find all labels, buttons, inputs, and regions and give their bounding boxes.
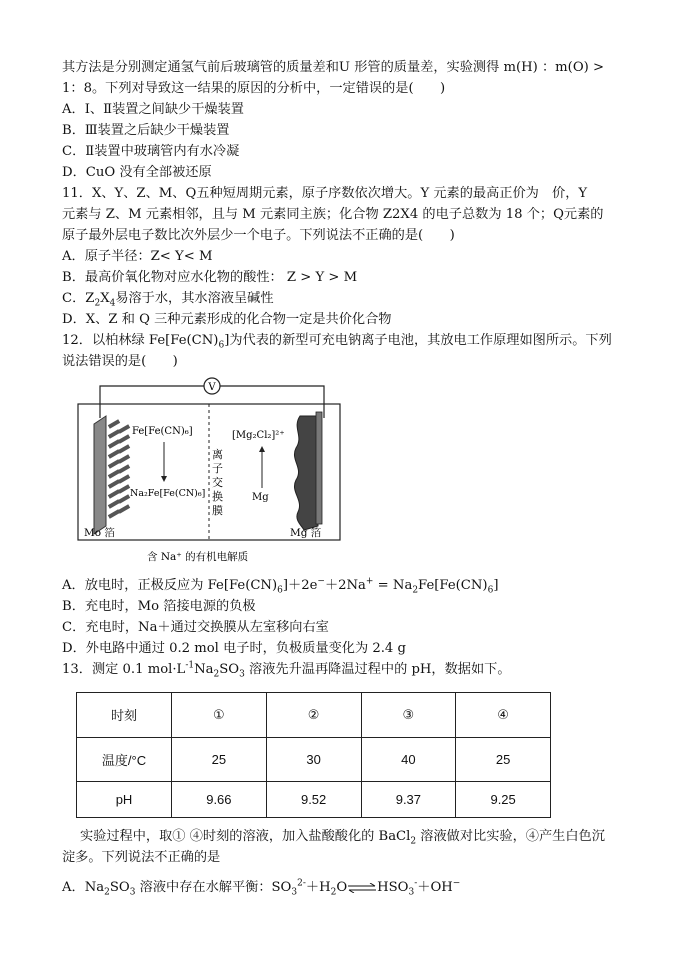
q11-option-d: D．X、Z 和 Q 三种元素形成的化合物一定是共价化合物 [62, 312, 392, 327]
table-row-label: pH [77, 782, 172, 818]
q12-option-c: C．充电时，Na＋通过交换膜从左室移向右室 [62, 620, 329, 635]
voltmeter-label: V [208, 382, 216, 393]
battery-diagram [72, 376, 342, 568]
question-11-line-1: 11．X、Y、Z、M、Q五种短周期元素，原子序数依次增大。Y 元素的最高正价为 价，Y [62, 186, 588, 201]
table-cell: 9.52 [266, 782, 361, 818]
q11-option-b: B．最高价氧化物对应水化物的酸性： Z > Y > M [62, 270, 358, 285]
mo-foil-label: Mo 箔 [84, 527, 115, 539]
table-row-label: 温度/°C [77, 737, 172, 782]
svg-text:子: 子 [212, 462, 223, 475]
svg-text:交: 交 [212, 476, 223, 489]
question-12-line-2: 说法错误的是( ) [62, 354, 178, 369]
q11-option-a: A．原子半径：Z< Y< M [62, 249, 213, 264]
q12-option-b: B．充电时，Mo 箔接电源的负极 [62, 599, 256, 614]
text-line-2: 1：8。下列对导致这一结果的原因的分析中，一定错误的是( ) [62, 81, 446, 96]
experiment-line-1: 实验过程中，取① ④时刻的溶液，加入盐酸酸化的 BaCl$_2$ 溶液做对比实验，④产生白色沉 [80, 829, 605, 847]
svg-text:离: 离 [212, 448, 223, 461]
mg-label: Mg [252, 492, 269, 503]
mo-foil-electrode [94, 416, 106, 534]
q13-option-a: A．$Na_2SO_3$ 溶液中存在水解平衡：$SO_3^{2-}+H_2O$ $HSO_3^-+OH^-$ [62, 878, 461, 898]
experiment-line-2: 淀多。下列说法不正确的是 [62, 850, 221, 865]
table-cell: 40 [361, 737, 456, 782]
table-row [77, 782, 551, 818]
option-c: C．Ⅱ装置中玻璃管内有水冷凝 [62, 144, 240, 159]
question-13-line-1: 13．测定 0.1 $mol\cdot L^{-1}Na_2SO_3$ 溶液先升温再降温过程中的 pH，数据如下。 [62, 660, 511, 680]
text-line-1: 其方法是分别测定通氢气前后玻璃管的质量差和U 形管的质量差，实验测得 m(H) ：m(O) > [62, 60, 605, 75]
svg-text:换: 换 [212, 490, 223, 503]
table-cell: 30 [266, 737, 361, 782]
prussian-green-blocks [108, 419, 130, 518]
question-11-line-3: 原子最外层电子数比次外层少一个电子。下列说法不正确的是( ) [62, 228, 455, 243]
option-d: D．CuO 没有全部被还原 [62, 165, 212, 180]
equilibrium-arrow-icon [347, 883, 377, 893]
table-header-cell: 时刻 [77, 693, 172, 738]
table-cell: 9.66 [172, 782, 267, 818]
electrolyte-caption: 含 Na⁺ 的有机电解质 [147, 551, 249, 563]
table-header-cell: ③ [361, 693, 456, 738]
mg2cl2-label: [Mg₂Cl₂]²⁺ [232, 430, 285, 441]
table-header-row [77, 693, 551, 738]
fe-fe-cn6-label: Fe[Fe(CN)₆] [132, 426, 193, 437]
q12-option-d: D．外电路中通过 0.2 mol 电子时，负极质量变化为 2.4 g [62, 641, 406, 656]
membrane-label [212, 448, 223, 517]
table-cell: 25 [456, 737, 551, 782]
mg-foil-label: Mg 箔 [290, 527, 322, 539]
svg-text:膜: 膜 [212, 504, 223, 517]
ph-data-table [76, 692, 551, 818]
table-cell: 9.25 [456, 782, 551, 818]
table-cell: 9.37 [361, 782, 456, 818]
table-header-cell: ① [172, 693, 267, 738]
table-header-cell: ② [266, 693, 361, 738]
table-row [77, 737, 551, 782]
option-b: B．Ⅲ装置之后缺少干燥装置 [62, 123, 230, 138]
question-11-line-2: 元素与 Z、M 元素相邻，且与 M 元素同主族；化合物 Z2X4 的电子总数为 18 个；Q元素的 [62, 207, 604, 222]
question-12-line-1: 12．以柏林绿 $Fe[Fe(CN)_6]$为代表的新型可充电钠离子电池，其放电工作原理如图所示。下列 [62, 333, 612, 351]
option-a: A．Ⅰ、Ⅱ装置之间缺少干燥装置 [62, 102, 244, 117]
na2fe-fe-cn6-label: Na₂Fe[Fe(CN)₆] [130, 488, 206, 499]
mg-foil-electrode [294, 416, 318, 530]
table-cell: 25 [172, 737, 267, 782]
q11-option-c: C．$Z_2X_4$易溶于水，其水溶液呈碱性 [62, 291, 274, 309]
q12-option-a: A．放电时，正极反应为 $Fe[Fe(CN)_6]+2e^-+2Na^+ = Na_2Fe[Fe(CN)_6]$ [62, 576, 499, 596]
table-header-cell: ④ [456, 693, 551, 738]
